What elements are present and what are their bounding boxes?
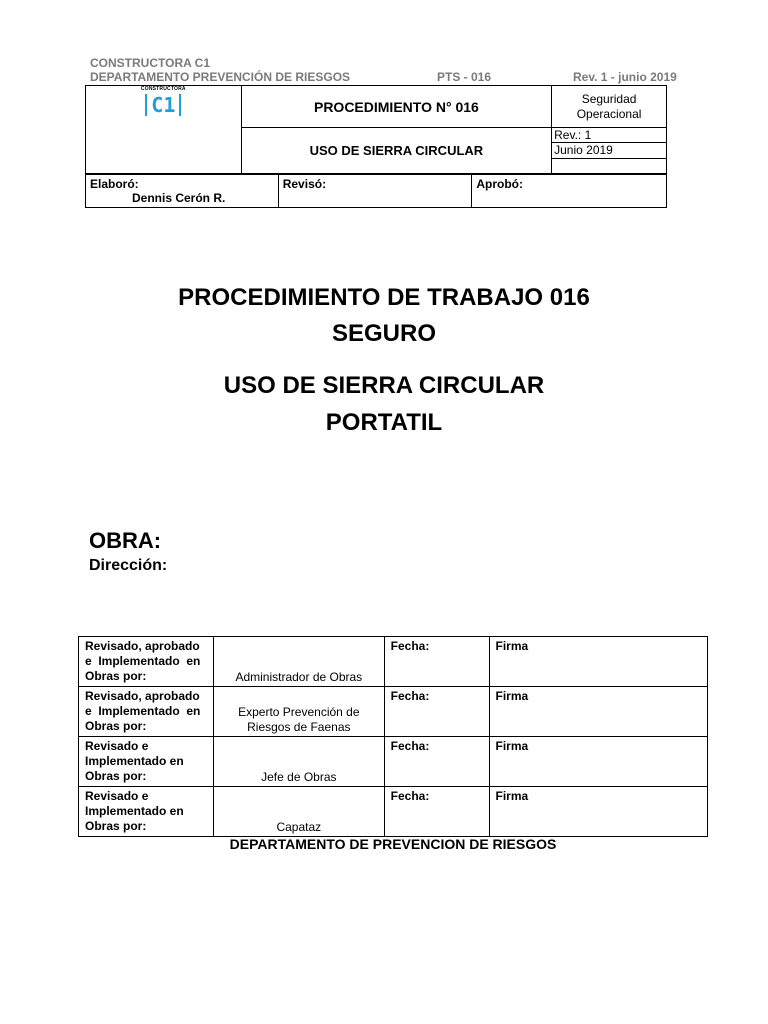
review-role-label xyxy=(79,637,214,687)
review-date-label: Fecha: xyxy=(390,789,430,803)
empty-cell xyxy=(552,159,667,174)
review-row xyxy=(79,637,708,687)
procedure-subject-cell xyxy=(241,128,551,174)
review-responsible xyxy=(213,787,384,837)
review-label-line2: Implementado en xyxy=(85,804,184,818)
logo-cell xyxy=(86,86,242,174)
review-date-label: Fecha: xyxy=(390,739,430,753)
date-cell xyxy=(552,143,667,159)
rev-value: Rev.: 1 xyxy=(554,128,592,142)
review-responsible xyxy=(213,737,384,787)
rev-cell xyxy=(552,128,667,143)
obra-label: OBRA: xyxy=(89,528,162,553)
header-company: CONSTRUCTORA C1 xyxy=(90,56,211,70)
review-role-label xyxy=(79,787,214,837)
footer-department: DEPARTAMENTO DE PREVENCION DE RIESGOS xyxy=(229,836,557,852)
review-label-line2: e Implementado en xyxy=(85,654,201,668)
review-responsible xyxy=(213,687,384,737)
company-logo xyxy=(86,86,241,116)
review-responsible-line1: Experto Prevención de xyxy=(238,705,360,719)
category-line1: Seguridad xyxy=(581,91,637,106)
main-title-line2: SEGURO xyxy=(331,320,436,347)
reviso-cell xyxy=(278,175,472,208)
review-date-label: Fecha: xyxy=(390,689,430,703)
review-signature-field[interactable] xyxy=(489,737,708,787)
direccion-label: Dirección: xyxy=(89,557,168,574)
header-code: PTS - 016 xyxy=(437,70,492,84)
date-value: Junio 2019 xyxy=(554,143,613,157)
category-line2: Operacional xyxy=(576,106,642,121)
review-label-line2: Implementado en xyxy=(85,754,184,768)
review-label-line1: Revisado e xyxy=(85,739,149,753)
review-responsible-line2: Jefe de Obras xyxy=(261,770,337,784)
review-role-label xyxy=(79,687,214,737)
review-label-line1: Revisado, aprobado xyxy=(85,689,200,703)
review-label-line3: Obras por: xyxy=(85,819,147,833)
header-revision: Rev. 1 - junio 2019 xyxy=(573,70,677,84)
review-date-field[interactable] xyxy=(384,687,489,737)
review-signature-label: Firma xyxy=(495,739,529,753)
review-date-label: Fecha: xyxy=(390,639,430,653)
elaboro-name: Dennis Cerón R. xyxy=(132,191,226,205)
review-label-line3: Obras por: xyxy=(85,669,147,683)
elaboro-cell xyxy=(86,175,279,208)
review-signature-label: Firma xyxy=(495,689,529,703)
review-signature-field[interactable] xyxy=(489,787,708,837)
document-control-table xyxy=(85,85,667,174)
procedure-title: PROCEDIMIENTO N° 016 xyxy=(313,98,479,115)
logo-top-text: CONSTRUCTORA xyxy=(140,86,186,92)
review-signature-label: Firma xyxy=(495,789,529,803)
review-row xyxy=(79,737,708,787)
review-signature-field[interactable] xyxy=(489,637,708,687)
review-role-label xyxy=(79,737,214,787)
review-signature-field[interactable] xyxy=(489,687,708,737)
aprobo-label: Aprobó: xyxy=(476,177,523,191)
review-label-line3: Obras por: xyxy=(85,719,147,733)
review-responsible-line2: Riesgos de Faenas xyxy=(247,720,351,734)
reviso-label: Revisó: xyxy=(282,177,327,191)
review-date-field[interactable] xyxy=(384,787,489,837)
main-title-line3: USO DE SIERRA CIRCULAR xyxy=(223,372,545,399)
review-row xyxy=(79,787,708,837)
review-date-field[interactable] xyxy=(384,737,489,787)
review-responsible xyxy=(213,637,384,687)
review-responsible-line2: Capataz xyxy=(276,820,322,834)
review-label-line3: Obras por: xyxy=(85,769,147,783)
review-table xyxy=(78,636,708,837)
elaboro-label: Elaboró: xyxy=(90,177,139,191)
logo-mark: C1 xyxy=(145,94,181,116)
signoff-table xyxy=(85,174,667,208)
review-row xyxy=(79,687,708,737)
main-title-line4: PORTATIL xyxy=(325,409,443,436)
aprobo-cell xyxy=(472,175,667,208)
review-label-line2: e Implementado en xyxy=(85,704,201,718)
main-title-line1: PROCEDIMIENTO DE TRABAJO 016 xyxy=(178,284,590,311)
review-signature-label: Firma xyxy=(495,639,529,653)
procedure-title-cell xyxy=(241,86,551,128)
procedure-subject: USO DE SIERRA CIRCULAR xyxy=(309,143,484,158)
review-label-line1: Revisado e xyxy=(85,789,149,803)
review-date-field[interactable] xyxy=(384,637,489,687)
header-department: DEPARTAMENTO PREVENCIÓN DE RIESGOS xyxy=(90,70,351,84)
review-label-line1: Revisado, aprobado xyxy=(85,639,200,653)
review-responsible-line2: Administrador de Obras xyxy=(235,670,363,684)
category-cell xyxy=(552,86,667,128)
